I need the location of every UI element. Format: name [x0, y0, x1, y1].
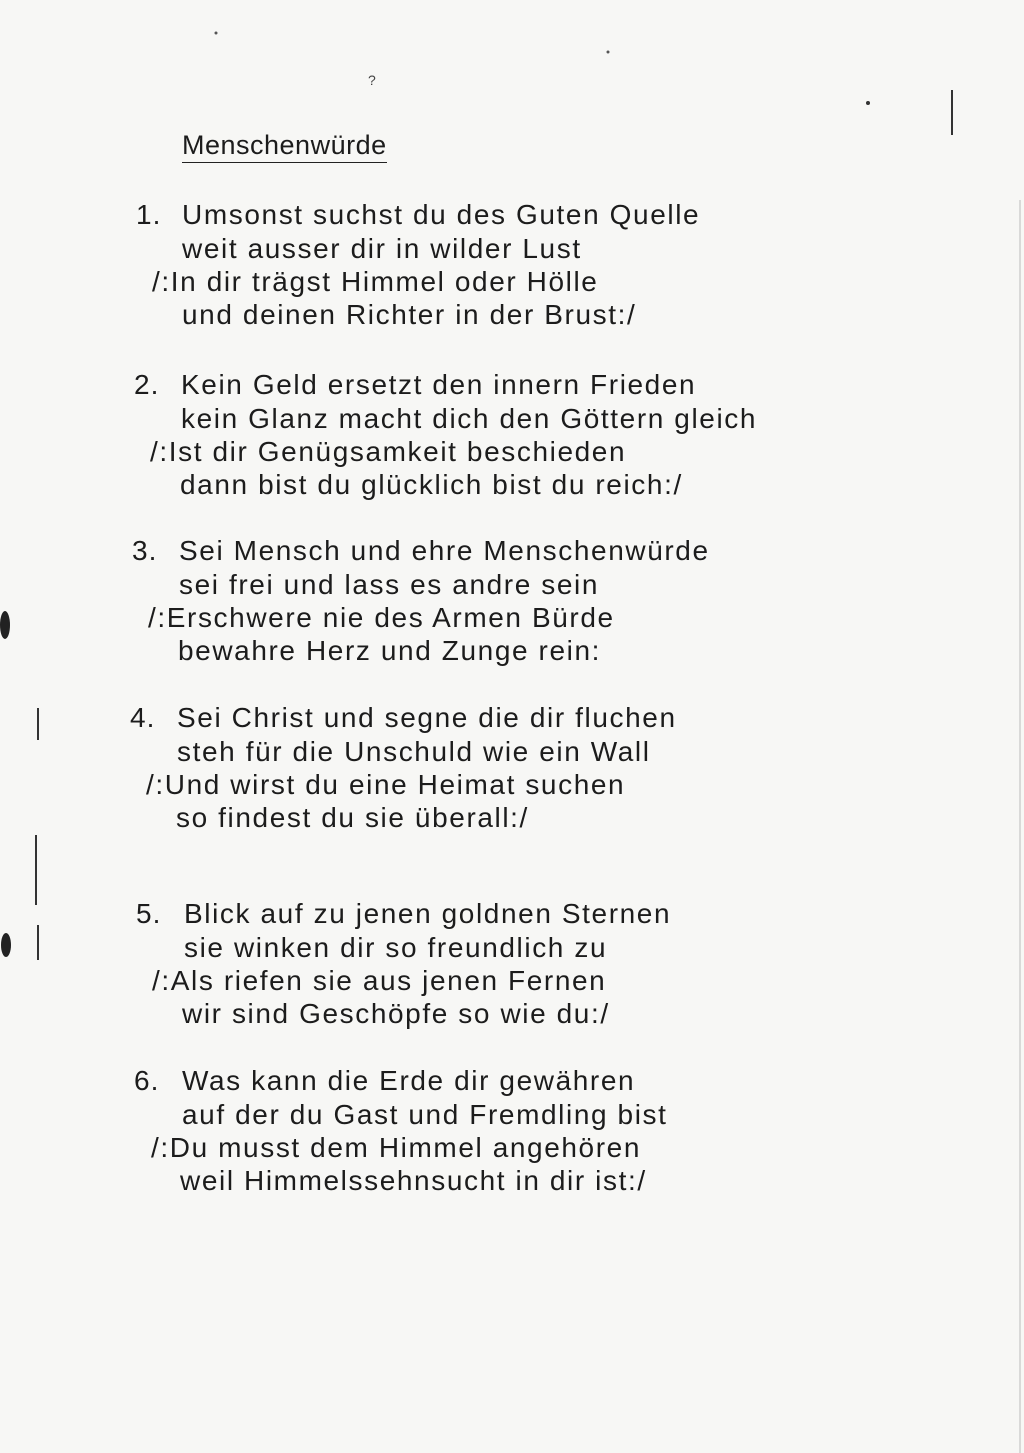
verse-line: sie winken dir so freundlich zu — [184, 932, 608, 963]
page-mark: ? — [368, 72, 376, 88]
verse-line: und deinen Richter in der Brust:/ — [182, 299, 637, 330]
verse-line: Blick auf zu jenen goldnen Sternen — [184, 898, 672, 929]
verse-line: Kein Geld ersetzt den innern Frieden — [181, 369, 697, 400]
verse-line: weil Himmelssehnsucht in dir ist:/ — [180, 1165, 647, 1196]
verse-line: dann bist du glücklich bist du reich:/ — [180, 469, 683, 500]
verse-line: steh für die Unschuld wie ein Wall — [177, 736, 651, 767]
verse-line: auf der du Gast und Fremdling bist — [182, 1099, 668, 1130]
page-title: Menschenwürde — [182, 130, 387, 163]
verse-number: 4. — [130, 702, 156, 733]
verse-line: Was kann die Erde dir gewähren — [182, 1065, 636, 1096]
verse-line: /:Und wirst du eine Heimat suchen — [146, 769, 626, 800]
verse-line: Sei Christ und segne die dir fluchen — [177, 702, 677, 733]
verse-line: /:In dir trägst Himmel oder Hölle — [152, 266, 599, 297]
verse-line: /:Als riefen sie aus jenen Fernen — [152, 965, 607, 996]
verse-line: Umsonst suchst du des Guten Quelle — [182, 199, 701, 230]
verse-line: weit ausser dir in wilder Lust — [182, 233, 582, 264]
verse-number: 3. — [132, 535, 158, 566]
verse-line: bewahre Herz und Zunge rein: — [178, 635, 602, 666]
verse-number: 5. — [136, 898, 162, 929]
verse-line: /:Ist dir Genügsamkeit beschieden — [150, 436, 627, 467]
verse-line: /:Du musst dem Himmel angehören — [151, 1132, 641, 1163]
verse-line: Sei Mensch und ehre Menschenwürde — [179, 535, 710, 566]
verse-line: so findest du sie überall:/ — [176, 802, 529, 833]
verse-number: 1. — [136, 199, 162, 230]
verse-number: 2. — [134, 369, 160, 400]
verse-line: wir sind Geschöpfe so wie du:/ — [182, 998, 610, 1029]
verse-line: sei frei und lass es andre sein — [179, 569, 600, 600]
verse-line: /:Erschwere nie des Armen Bürde — [148, 602, 615, 633]
verse-line: kein Glanz macht dich den Göttern gleich — [181, 403, 758, 434]
verse-number: 6. — [134, 1065, 160, 1096]
